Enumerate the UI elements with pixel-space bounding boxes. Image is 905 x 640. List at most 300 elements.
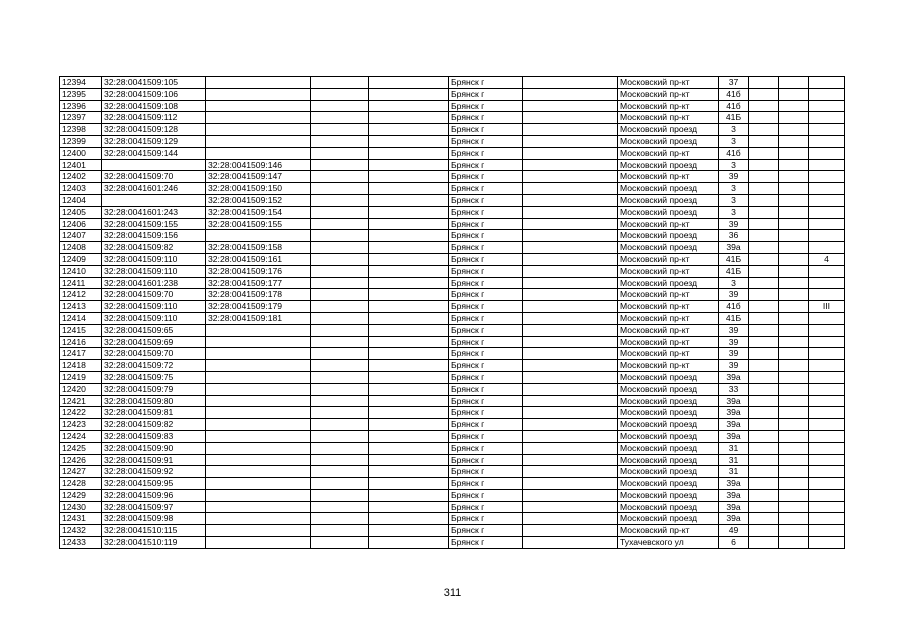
table-row xyxy=(60,124,845,136)
row-number-cell: 12399 xyxy=(60,135,102,147)
blank-cell-c xyxy=(523,501,618,513)
cadastral-number-cell: 32:28:0041509:110 xyxy=(102,253,206,265)
blank-cell-d xyxy=(749,277,779,289)
cadastral-number-cell: 32:28:0041509:98 xyxy=(102,513,206,525)
blank-cell-b xyxy=(369,478,449,490)
row-number-cell: 12413 xyxy=(60,301,102,313)
blank-cell-e xyxy=(779,230,809,242)
note-cell xyxy=(809,525,845,537)
cadastral-number-cell: 32:28:0041509:70 xyxy=(102,289,206,301)
table-row xyxy=(60,242,845,254)
blank-cell-d xyxy=(749,525,779,537)
table-row xyxy=(60,206,845,218)
note-cell xyxy=(809,277,845,289)
blank-cell-d xyxy=(749,88,779,100)
locality-cell: Брянск г xyxy=(449,206,523,218)
blank-cell-c xyxy=(523,159,618,171)
blank-cell-c xyxy=(523,194,618,206)
note-cell xyxy=(809,454,845,466)
blank-cell-e xyxy=(779,336,809,348)
house-number-cell: 39 xyxy=(719,336,749,348)
note-cell: 4 xyxy=(809,253,845,265)
parent-cadastral-number-cell xyxy=(206,442,311,454)
locality-cell: Брянск г xyxy=(449,348,523,360)
locality-cell: Брянск г xyxy=(449,77,523,89)
cadastral-number-cell: 32:28:0041509:92 xyxy=(102,466,206,478)
blank-cell-e xyxy=(779,253,809,265)
blank-cell-e xyxy=(779,112,809,124)
blank-cell-e xyxy=(779,171,809,183)
parent-cadastral-number-cell: 32:28:0041509:179 xyxy=(206,301,311,313)
note-cell xyxy=(809,194,845,206)
table-row xyxy=(60,194,845,206)
blank-cell-a xyxy=(311,88,369,100)
house-number-cell: 39а xyxy=(719,419,749,431)
blank-cell-a xyxy=(311,301,369,313)
blank-cell-d xyxy=(749,489,779,501)
house-number-cell: 3 xyxy=(719,206,749,218)
house-number-cell: 3 xyxy=(719,277,749,289)
blank-cell-c xyxy=(523,466,618,478)
row-number-cell: 12397 xyxy=(60,112,102,124)
locality-cell: Брянск г xyxy=(449,383,523,395)
blank-cell-a xyxy=(311,230,369,242)
table-row xyxy=(60,348,845,360)
street-cell: Московский проезд xyxy=(618,371,719,383)
blank-cell-b xyxy=(369,277,449,289)
row-number-cell: 12419 xyxy=(60,371,102,383)
blank-cell-d xyxy=(749,77,779,89)
blank-cell-e xyxy=(779,489,809,501)
street-cell: Московский проезд xyxy=(618,194,719,206)
table-row xyxy=(60,454,845,466)
blank-cell-d xyxy=(749,183,779,195)
table-row xyxy=(60,525,845,537)
row-number-cell: 12405 xyxy=(60,206,102,218)
parent-cadastral-number-cell xyxy=(206,383,311,395)
table-row xyxy=(60,501,845,513)
street-cell: Московский пр-кт xyxy=(618,265,719,277)
street-cell: Московский проезд xyxy=(618,466,719,478)
blank-cell-d xyxy=(749,171,779,183)
house-number-cell: 41Б xyxy=(719,265,749,277)
blank-cell-e xyxy=(779,395,809,407)
table-row xyxy=(60,489,845,501)
parent-cadastral-number-cell: 32:28:0041509:161 xyxy=(206,253,311,265)
blank-cell-e xyxy=(779,194,809,206)
blank-cell-b xyxy=(369,147,449,159)
blank-cell-d xyxy=(749,371,779,383)
parent-cadastral-number-cell xyxy=(206,88,311,100)
blank-cell-c xyxy=(523,112,618,124)
parent-cadastral-number-cell xyxy=(206,348,311,360)
table-row xyxy=(60,466,845,478)
house-number-cell: 41б xyxy=(719,301,749,313)
blank-cell-c xyxy=(523,407,618,419)
locality-cell: Брянск г xyxy=(449,513,523,525)
street-cell: Московский пр-кт xyxy=(618,360,719,372)
blank-cell-d xyxy=(749,419,779,431)
blank-cell-e xyxy=(779,537,809,549)
parent-cadastral-number-cell xyxy=(206,466,311,478)
blank-cell-b xyxy=(369,242,449,254)
street-cell: Московский пр-кт xyxy=(618,77,719,89)
note-cell xyxy=(809,135,845,147)
locality-cell: Брянск г xyxy=(449,147,523,159)
blank-cell-d xyxy=(749,112,779,124)
note-cell xyxy=(809,537,845,549)
house-number-cell: 39 xyxy=(719,324,749,336)
cadastral-number-cell: 32:28:0041509:82 xyxy=(102,242,206,254)
street-cell: Московский проезд xyxy=(618,489,719,501)
blank-cell-a xyxy=(311,218,369,230)
locality-cell: Брянск г xyxy=(449,218,523,230)
registry-table xyxy=(59,76,845,549)
row-number-cell: 12421 xyxy=(60,395,102,407)
row-number-cell: 12424 xyxy=(60,430,102,442)
blank-cell-e xyxy=(779,159,809,171)
blank-cell-c xyxy=(523,135,618,147)
blank-cell-c xyxy=(523,383,618,395)
blank-cell-c xyxy=(523,525,618,537)
blank-cell-d xyxy=(749,124,779,136)
table-row xyxy=(60,442,845,454)
locality-cell: Брянск г xyxy=(449,454,523,466)
parent-cadastral-number-cell: 32:28:0041509:177 xyxy=(206,277,311,289)
blank-cell-b xyxy=(369,360,449,372)
blank-cell-b xyxy=(369,407,449,419)
blank-cell-b xyxy=(369,312,449,324)
parent-cadastral-number-cell xyxy=(206,230,311,242)
row-number-cell: 12433 xyxy=(60,537,102,549)
blank-cell-c xyxy=(523,218,618,230)
blank-cell-a xyxy=(311,525,369,537)
parent-cadastral-number-cell: 32:28:0041509:178 xyxy=(206,289,311,301)
table-row xyxy=(60,218,845,230)
blank-cell-a xyxy=(311,100,369,112)
cadastral-number-cell: 32:28:0041509:72 xyxy=(102,360,206,372)
row-number-cell: 12408 xyxy=(60,242,102,254)
blank-cell-a xyxy=(311,489,369,501)
street-cell: Московский проезд xyxy=(618,513,719,525)
table-row xyxy=(60,265,845,277)
row-number-cell: 12409 xyxy=(60,253,102,265)
table-row xyxy=(60,253,845,265)
house-number-cell: 39а xyxy=(719,489,749,501)
blank-cell-a xyxy=(311,312,369,324)
blank-cell-d xyxy=(749,442,779,454)
blank-cell-b xyxy=(369,124,449,136)
blank-cell-b xyxy=(369,289,449,301)
locality-cell: Брянск г xyxy=(449,430,523,442)
blank-cell-b xyxy=(369,454,449,466)
note-cell xyxy=(809,77,845,89)
locality-cell: Брянск г xyxy=(449,478,523,490)
note-cell xyxy=(809,442,845,454)
row-number-cell: 12410 xyxy=(60,265,102,277)
blank-cell-a xyxy=(311,395,369,407)
blank-cell-b xyxy=(369,336,449,348)
locality-cell: Брянск г xyxy=(449,371,523,383)
blank-cell-a xyxy=(311,206,369,218)
blank-cell-a xyxy=(311,265,369,277)
parent-cadastral-number-cell xyxy=(206,135,311,147)
cadastral-number-cell: 32:28:0041509:110 xyxy=(102,312,206,324)
blank-cell-e xyxy=(779,218,809,230)
blank-cell-e xyxy=(779,135,809,147)
row-number-cell: 12415 xyxy=(60,324,102,336)
street-cell: Московский пр-кт xyxy=(618,312,719,324)
cadastral-number-cell: 32:28:0041601:243 xyxy=(102,206,206,218)
street-cell: Московский пр-кт xyxy=(618,112,719,124)
parent-cadastral-number-cell: 32:28:0041509:150 xyxy=(206,183,311,195)
row-number-cell: 12428 xyxy=(60,478,102,490)
locality-cell: Брянск г xyxy=(449,124,523,136)
blank-cell-b xyxy=(369,171,449,183)
locality-cell: Брянск г xyxy=(449,183,523,195)
locality-cell: Брянск г xyxy=(449,395,523,407)
blank-cell-a xyxy=(311,407,369,419)
house-number-cell: 3 xyxy=(719,194,749,206)
parent-cadastral-number-cell xyxy=(206,77,311,89)
house-number-cell: 39а xyxy=(719,407,749,419)
blank-cell-d xyxy=(749,513,779,525)
note-cell xyxy=(809,206,845,218)
cadastral-number-cell: 32:28:0041601:246 xyxy=(102,183,206,195)
blank-cell-b xyxy=(369,100,449,112)
blank-cell-d xyxy=(749,478,779,490)
cadastral-number-cell: 32:28:0041509:156 xyxy=(102,230,206,242)
house-number-cell: 3 xyxy=(719,159,749,171)
note-cell xyxy=(809,312,845,324)
blank-cell-e xyxy=(779,478,809,490)
note-cell xyxy=(809,430,845,442)
cadastral-number-cell: 32:28:0041509:81 xyxy=(102,407,206,419)
table-row xyxy=(60,301,845,313)
row-number-cell: 12394 xyxy=(60,77,102,89)
house-number-cell: 39а xyxy=(719,513,749,525)
note-cell xyxy=(809,466,845,478)
table-row xyxy=(60,88,845,100)
note-cell xyxy=(809,501,845,513)
note-cell xyxy=(809,147,845,159)
blank-cell-d xyxy=(749,537,779,549)
note-cell xyxy=(809,159,845,171)
house-number-cell: 41б xyxy=(719,147,749,159)
blank-cell-d xyxy=(749,301,779,313)
blank-cell-c xyxy=(523,324,618,336)
blank-cell-c xyxy=(523,371,618,383)
blank-cell-d xyxy=(749,324,779,336)
note-cell: III xyxy=(809,301,845,313)
street-cell: Московский пр-кт xyxy=(618,147,719,159)
locality-cell: Брянск г xyxy=(449,135,523,147)
blank-cell-b xyxy=(369,253,449,265)
blank-cell-b xyxy=(369,419,449,431)
table-row xyxy=(60,383,845,395)
blank-cell-b xyxy=(369,206,449,218)
blank-cell-e xyxy=(779,206,809,218)
blank-cell-e xyxy=(779,371,809,383)
house-number-cell: 39 xyxy=(719,289,749,301)
blank-cell-e xyxy=(779,88,809,100)
cadastral-number-cell: 32:28:0041509:70 xyxy=(102,171,206,183)
note-cell xyxy=(809,478,845,490)
blank-cell-a xyxy=(311,478,369,490)
locality-cell: Брянск г xyxy=(449,112,523,124)
blank-cell-e xyxy=(779,289,809,301)
blank-cell-d xyxy=(749,206,779,218)
cadastral-number-cell: 32:28:0041509:91 xyxy=(102,454,206,466)
parent-cadastral-number-cell xyxy=(206,112,311,124)
note-cell xyxy=(809,360,845,372)
note-cell xyxy=(809,218,845,230)
parent-cadastral-number-cell: 32:28:0041509:147 xyxy=(206,171,311,183)
blank-cell-e xyxy=(779,77,809,89)
note-cell xyxy=(809,112,845,124)
cadastral-number-cell: 32:28:0041510:115 xyxy=(102,525,206,537)
note-cell xyxy=(809,336,845,348)
blank-cell-d xyxy=(749,407,779,419)
blank-cell-c xyxy=(523,348,618,360)
house-number-cell: 39а xyxy=(719,395,749,407)
street-cell: Московский проезд xyxy=(618,383,719,395)
street-cell: Московский проезд xyxy=(618,159,719,171)
street-cell: Московский пр-кт xyxy=(618,218,719,230)
blank-cell-a xyxy=(311,135,369,147)
blank-cell-c xyxy=(523,77,618,89)
blank-cell-b xyxy=(369,183,449,195)
parent-cadastral-number-cell xyxy=(206,525,311,537)
locality-cell: Брянск г xyxy=(449,88,523,100)
house-number-cell: 39а xyxy=(719,371,749,383)
blank-cell-e xyxy=(779,360,809,372)
blank-cell-a xyxy=(311,277,369,289)
locality-cell: Брянск г xyxy=(449,230,523,242)
blank-cell-e xyxy=(779,324,809,336)
cadastral-number-cell xyxy=(102,194,206,206)
row-number-cell: 12420 xyxy=(60,383,102,395)
blank-cell-b xyxy=(369,442,449,454)
blank-cell-b xyxy=(369,513,449,525)
blank-cell-c xyxy=(523,301,618,313)
row-number-cell: 12432 xyxy=(60,525,102,537)
blank-cell-c xyxy=(523,88,618,100)
row-number-cell: 12406 xyxy=(60,218,102,230)
note-cell xyxy=(809,395,845,407)
house-number-cell: 6 xyxy=(719,537,749,549)
table-row xyxy=(60,277,845,289)
locality-cell: Брянск г xyxy=(449,253,523,265)
blank-cell-d xyxy=(749,253,779,265)
note-cell xyxy=(809,324,845,336)
house-number-cell: 41Б xyxy=(719,253,749,265)
street-cell: Московский пр-кт xyxy=(618,348,719,360)
row-number-cell: 12398 xyxy=(60,124,102,136)
parent-cadastral-number-cell xyxy=(206,147,311,159)
table-row xyxy=(60,430,845,442)
cadastral-number-cell: 32:28:0041509:128 xyxy=(102,124,206,136)
blank-cell-e xyxy=(779,419,809,431)
table-row xyxy=(60,77,845,89)
house-number-cell: 3 xyxy=(719,135,749,147)
blank-cell-e xyxy=(779,312,809,324)
blank-cell-e xyxy=(779,466,809,478)
blank-cell-a xyxy=(311,466,369,478)
locality-cell: Брянск г xyxy=(449,277,523,289)
house-number-cell: 39 xyxy=(719,171,749,183)
blank-cell-a xyxy=(311,419,369,431)
blank-cell-b xyxy=(369,77,449,89)
parent-cadastral-number-cell xyxy=(206,100,311,112)
blank-cell-e xyxy=(779,454,809,466)
blank-cell-d xyxy=(749,501,779,513)
parent-cadastral-number-cell: 32:28:0041509:176 xyxy=(206,265,311,277)
blank-cell-a xyxy=(311,194,369,206)
table-row xyxy=(60,419,845,431)
blank-cell-e xyxy=(779,430,809,442)
blank-cell-c xyxy=(523,242,618,254)
house-number-cell: 39 xyxy=(719,348,749,360)
street-cell: Московский проезд xyxy=(618,230,719,242)
street-cell: Московский проезд xyxy=(618,430,719,442)
blank-cell-d xyxy=(749,395,779,407)
cadastral-number-cell: 32:28:0041509:105 xyxy=(102,77,206,89)
blank-cell-d xyxy=(749,289,779,301)
blank-cell-a xyxy=(311,454,369,466)
street-cell: Московский пр-кт xyxy=(618,336,719,348)
row-number-cell: 12395 xyxy=(60,88,102,100)
blank-cell-a xyxy=(311,360,369,372)
blank-cell-c xyxy=(523,253,618,265)
blank-cell-b xyxy=(369,230,449,242)
blank-cell-b xyxy=(369,525,449,537)
blank-cell-d xyxy=(749,218,779,230)
parent-cadastral-number-cell xyxy=(206,478,311,490)
blank-cell-a xyxy=(311,348,369,360)
blank-cell-b xyxy=(369,395,449,407)
blank-cell-e xyxy=(779,183,809,195)
house-number-cell: 31 xyxy=(719,454,749,466)
locality-cell: Брянск г xyxy=(449,466,523,478)
cadastral-number-cell: 32:28:0041601:238 xyxy=(102,277,206,289)
locality-cell: Брянск г xyxy=(449,324,523,336)
parent-cadastral-number-cell xyxy=(206,371,311,383)
cadastral-number-cell xyxy=(102,159,206,171)
table-row xyxy=(60,360,845,372)
blank-cell-b xyxy=(369,466,449,478)
locality-cell: Брянск г xyxy=(449,265,523,277)
blank-cell-c xyxy=(523,312,618,324)
blank-cell-b xyxy=(369,159,449,171)
table-row xyxy=(60,336,845,348)
blank-cell-a xyxy=(311,289,369,301)
note-cell xyxy=(809,88,845,100)
parent-cadastral-number-cell xyxy=(206,407,311,419)
locality-cell: Брянск г xyxy=(449,360,523,372)
blank-cell-c xyxy=(523,124,618,136)
table-row xyxy=(60,537,845,549)
locality-cell: Брянск г xyxy=(449,312,523,324)
cadastral-number-cell: 32:28:0041509:108 xyxy=(102,100,206,112)
table-row xyxy=(60,171,845,183)
parent-cadastral-number-cell: 32:28:0041509:155 xyxy=(206,218,311,230)
note-cell xyxy=(809,348,845,360)
blank-cell-a xyxy=(311,324,369,336)
blank-cell-a xyxy=(311,242,369,254)
blank-cell-c xyxy=(523,395,618,407)
blank-cell-b xyxy=(369,218,449,230)
